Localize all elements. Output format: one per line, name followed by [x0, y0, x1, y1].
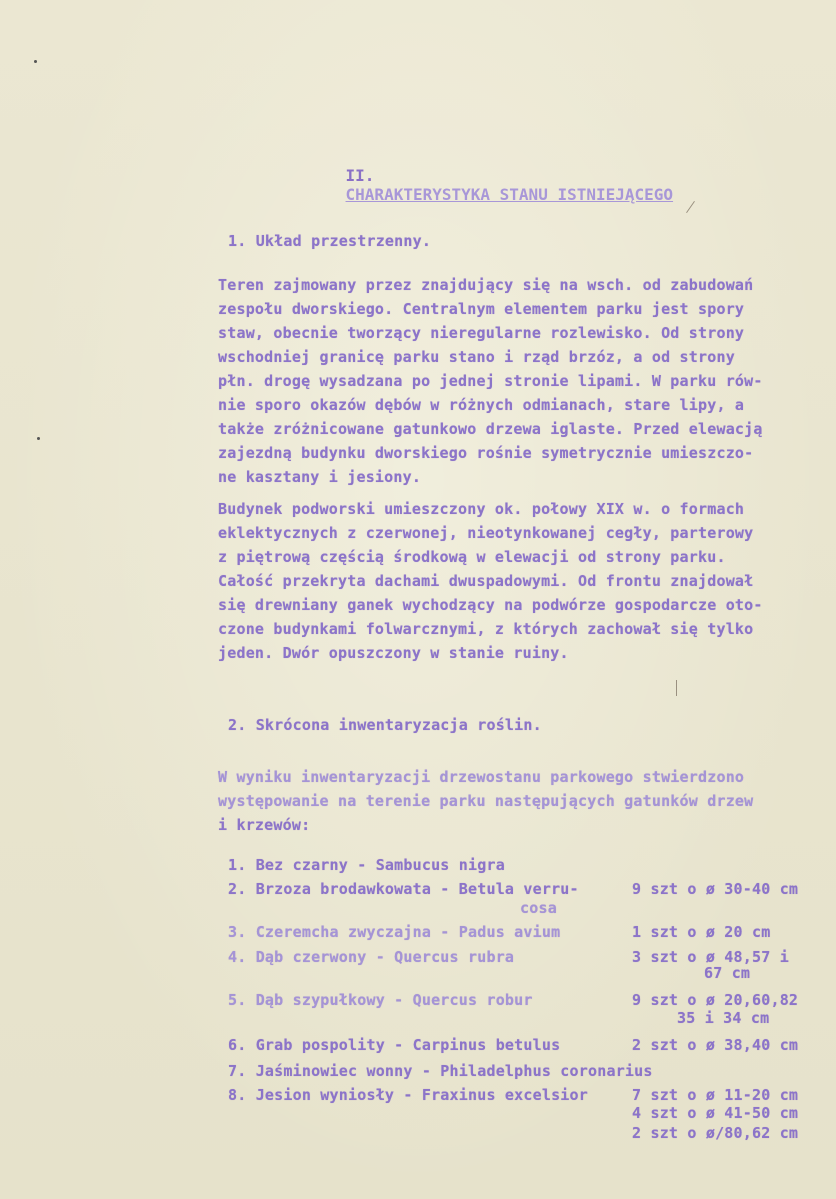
paragraph-line: płn. drogę wysadzana po jednej stronie lipami. W parku rów- [218, 372, 763, 390]
heading-number: II. [345, 166, 375, 185]
section-heading [307, 147, 673, 223]
paper-speck [37, 437, 40, 440]
paragraph-line: czone budynkami folwarcznymi, z których zachował się tylko [218, 620, 754, 638]
paragraph-line: zespołu dworskiego. Centralnym elementem parku jest spory [218, 300, 745, 318]
plant-item-name: 3. Czeremcha zwyczajna - Padus avium [228, 923, 561, 941]
plant-item-name-cont: cosa [520, 899, 557, 917]
section2-title: 2. Skrócona inwentaryzacja roślin. [228, 716, 542, 734]
plant-item-count-cont: 4 szt o ø 41-50 cm [632, 1104, 799, 1122]
paragraph-line: Teren zajmowany przez znajdujący się na wsch. od zabudowań [218, 276, 754, 294]
plant-item-count: 2 szt o ø 38,40 cm [632, 1036, 799, 1054]
plant-item-name: 8. Jesion wyniosły - Fraxinus excelsior [228, 1086, 588, 1104]
paper-mark [686, 201, 695, 213]
paper-speck [34, 60, 37, 63]
paragraph-line: Budynek podworski umieszczony ok. połowy XIX w. o formach [218, 500, 745, 518]
plant-item-count-cont: 67 cm [704, 964, 751, 982]
section1-title: 1. Układ przestrzenny. [228, 232, 432, 250]
paragraph-line: zajezdną budynku dworskiego rośnie symetrycznie umieszczo- [218, 444, 754, 462]
plant-item-count: 9 szt o ø 20,60,82 [632, 991, 799, 1009]
plant-item-name: 6. Grab pospolity - Carpinus betulus [228, 1036, 561, 1054]
plant-item-name: 7. Jaśminowiec wonny - Philadelphus coronarius [228, 1062, 653, 1080]
plant-item-name: 1. Bez czarny - Sambucus nigra [228, 856, 505, 874]
plant-item-count-cont: 35 i 34 cm [677, 1009, 770, 1027]
paragraph-line: ne kasztany i jesiony. [218, 468, 422, 486]
heading-title: CHARAKTERYSTYKA STANU ISTNIEJĄCEGO [345, 185, 674, 204]
plant-item-name: 2. Brzoza brodawkowata - Betula verru- [228, 880, 579, 898]
plant-item-count: 7 szt o ø 11-20 cm [632, 1086, 799, 1104]
paragraph-line: nie sporo okazów dębów w różnych odmianach, stare lipy, a [218, 396, 745, 414]
paragraph-line: jeden. Dwór opuszczony w stanie ruiny. [218, 644, 569, 662]
intro-line: W wyniku inwentaryzacji drzewostanu parkowego stwierdzono [218, 768, 745, 786]
paper-mark [676, 680, 677, 696]
plant-item-count: 1 szt o ø 20 cm [632, 923, 771, 941]
plant-item-count: 3 szt o ø 48,57 i [632, 948, 789, 966]
paragraph-line: Całość przekryta dachami dwuspadowymi. Od frontu znajdował [218, 572, 754, 590]
paragraph-line: z piętrową częścią środkową w elewacji od strony parku. [218, 548, 726, 566]
paragraph-line: eklektycznych z czerwonej, nieotynkowanej cegły, parterowy [218, 524, 754, 542]
paragraph-line: się drewniany ganek wychodzący na podwórze gospodarcze oto- [218, 596, 763, 614]
intro-line: i krzewów: [218, 816, 311, 834]
paragraph-line: staw, obecnie tworzący nieregularne rozlewisko. Od strony [218, 324, 745, 342]
plant-item-name: 4. Dąb czerwony - Quercus rubra [228, 948, 515, 966]
intro-line: występowanie na terenie parku następujących gatunków drzew [218, 792, 754, 810]
plant-item-name: 5. Dąb szypułkowy - Quercus robur [228, 991, 533, 1009]
plant-item-count: 9 szt o ø 30-40 cm [632, 880, 799, 898]
paragraph-line: wschodniej granicę parku stano i rząd brzóz, a od strony [218, 348, 735, 366]
paragraph-line: także zróżnicowane gatunkowo drzewa iglaste. Przed elewacją [218, 420, 763, 438]
plant-item-count-cont: 2 szt o ø/80,62 cm [632, 1124, 799, 1142]
